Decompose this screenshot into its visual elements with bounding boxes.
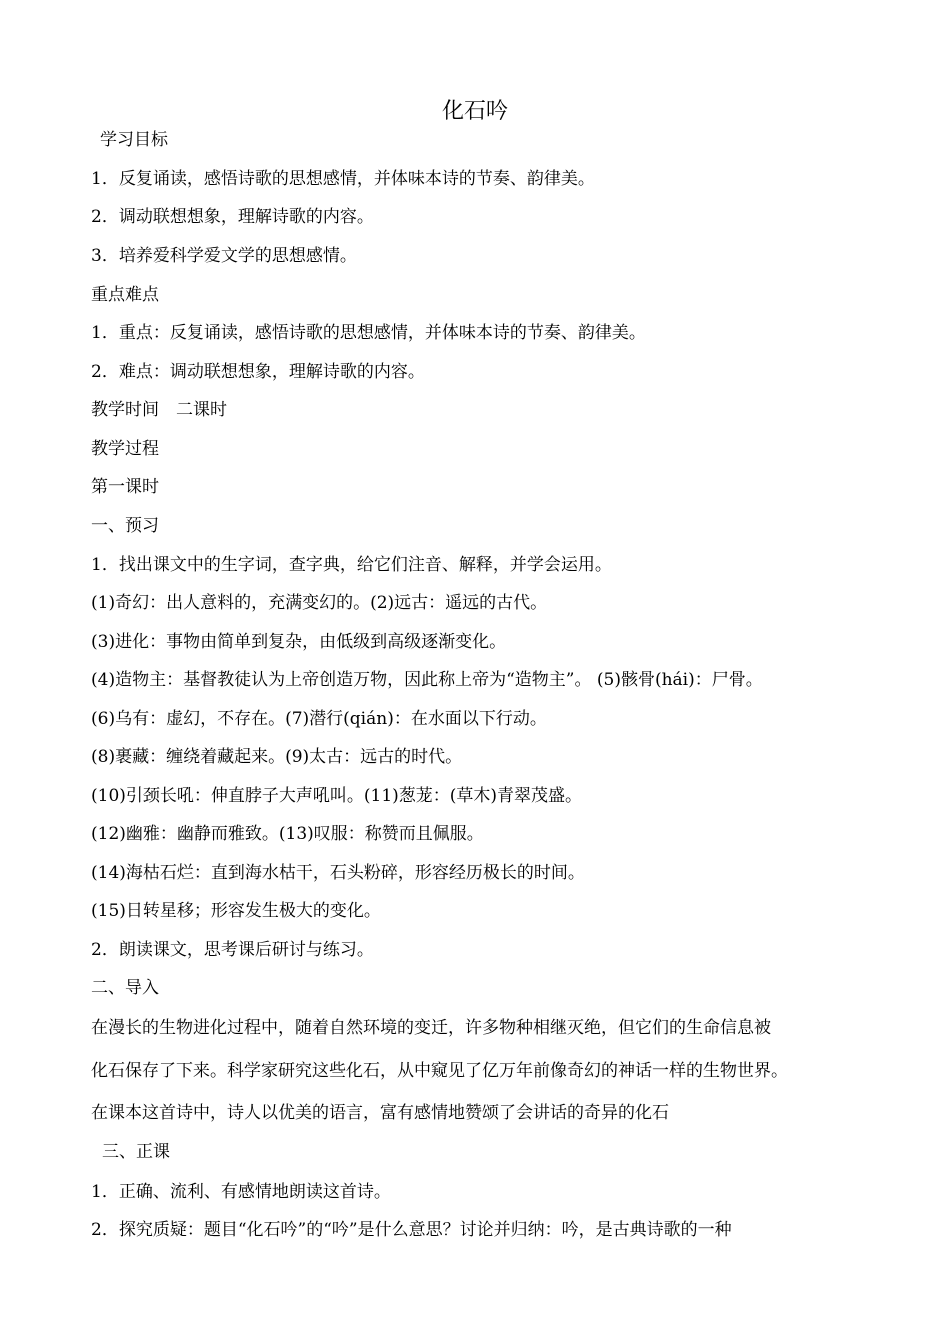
intro-paragraph-line: 化石保存了下来。科学家研究这些化石，从中窥见了亿万年前像奇幻的神话一样的生物世界。 [91,1061,788,1081]
key-point-2: 2．难点：调动联想想象，理解诗歌的内容。 [91,362,425,382]
preview-item-2: 2．朗读课文，思考课后研讨与练习。 [91,940,374,960]
part-heading-preview: 一、预习 [91,516,159,536]
document-title: 化石吟 [441,99,508,124]
section-heading-goals: 学习目标 [100,130,168,150]
vocab-line: (12)幽雅：幽静而雅致。(13)叹服：称赞而且佩服。 [91,824,484,844]
vocab-line: (6)乌有：虚幻，不存在。(7)潜行(qián)：在水面以下行动。 [91,709,547,729]
vocab-line: (10)引颈长吼：伸直脖子大声吼叫。(11)葱茏：(草木)青翠茂盛。 [91,786,583,806]
intro-paragraph-line: 在课本这首诗中，诗人以优美的语言，富有感情地赞颂了会讲话的奇异的化石 [91,1103,669,1123]
vocab-line: (14)海枯石烂：直到海水枯干，石头粉碎，形容经历极长的时间。 [91,863,585,883]
goal-item-2: 2．调动联想想象，理解诗歌的内容。 [91,207,374,227]
vocab-line: (15)日转星移；形容发生极大的变化。 [91,901,381,921]
section-heading-process: 教学过程 [91,439,159,459]
vocab-line: (8)裹藏：缠绕着藏起来。(9)太古：远古的时代。 [91,747,463,767]
vocab-line: (1)奇幻：出人意料的，充满变幻的。(2)远古：遥远的古代。 [91,593,548,613]
preview-item-1: 1．找出课文中的生字词，查字典，给它们注音、解释，并学会运用。 [91,555,612,575]
lesson-heading-1: 第一课时 [91,477,159,497]
part-heading-intro: 二、导入 [91,978,159,998]
intro-paragraph-line: 在漫长的生物进化过程中，随着自然环境的变迁，许多物种相继灭绝，但它们的生命信息被 [91,1018,771,1038]
main-item-2: 2．探究质疑：题目“化石吟”的“吟”是什么意思？讨论并归纳：吟，是古典诗歌的一种 [91,1220,732,1240]
goal-item-3: 3．培养爱科学爱文学的思想感情。 [91,246,357,266]
teaching-time: 教学时间 二课时 [91,400,227,420]
goal-item-1: 1．反复诵读，感悟诗歌的思想感情，并体味本诗的节奏、韵律美。 [91,169,595,189]
vocab-line: (4)造物主：基督教徒认为上帝创造万物，因此称上帝为“造物主”。 (5)骸骨(hái)：尸骨。 [91,670,763,690]
part-heading-main: 三、正课 [102,1142,170,1162]
key-point-1: 1．重点：反复诵读，感悟诗歌的思想感情，并体味本诗的节奏、韵律美。 [91,323,646,343]
main-item-1: 1．正确、流利、有感情地朗读这首诗。 [91,1182,391,1202]
section-heading-key-points: 重点难点 [91,285,159,305]
vocab-line: (3)进化：事物由简单到复杂，由低级到高级逐渐变化。 [91,632,507,652]
